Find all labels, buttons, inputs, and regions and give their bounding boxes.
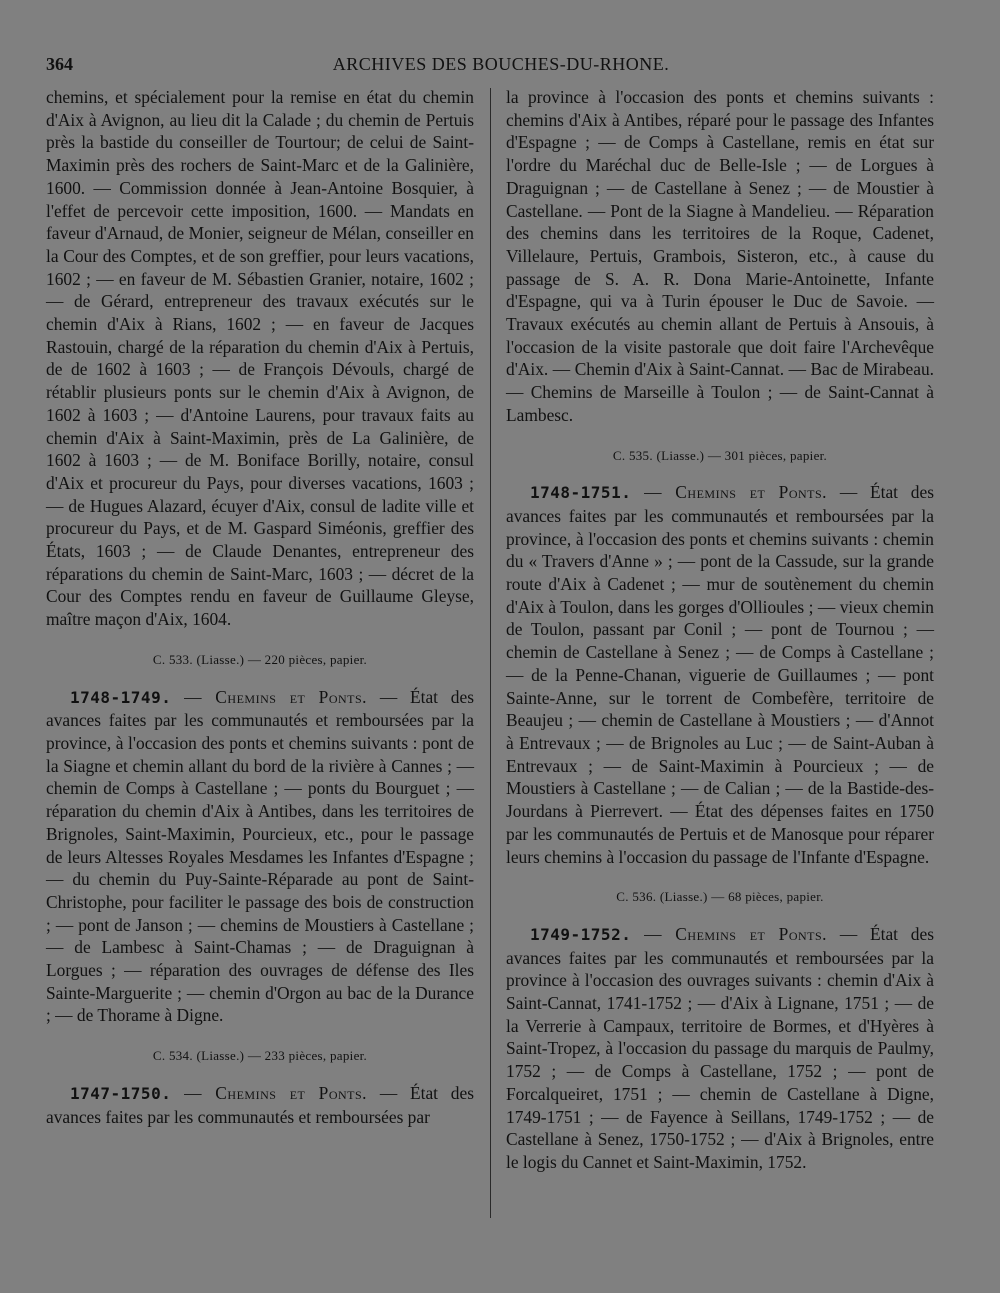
page-number: 364 bbox=[46, 54, 73, 74]
entry-rubric: — Chemins et Ponts. bbox=[644, 482, 828, 503]
continuation-paragraph: la province à l'occasion des ponts et chemins suivants : chemins d'Aix à Antibes, réparé pour le passage des Infantes d'Espagne ; — de Comps à Castellane, remis en état sur l'ordre du Maréchal duc de Belle-Isle ; — de Lorgues à Draguignan ; — de Castellane à Senez ; — de Moustier à Castellane. — Pont de la Siagne à Mandelieu. — Réparation des chemins dans les territoires de la Roque, Cadenet, Villelaure, Pertuis, Grambois, Sisteron, etc., à cause du passage de S. A. R. Dona Marie-Antoinette, Infante d'Espagne, qui va à Turin épouser le Duc de Savoie. — Travaux exécutés au chemin allant de Pertuis à Ansouis, à l'occasion de la visite pastorale que doit faire l'Archevêque d'Aix. — Chemin d'Aix à Saint-Cannat. — Bac de Mirabeau. — Chemins de Marseille à Toulon ; — de Saint-Cannat à Lambesc. bbox=[506, 87, 934, 425]
column-divider bbox=[490, 88, 491, 1218]
entry-dates: 1748-1749. bbox=[70, 687, 172, 707]
continuation-paragraph: chemins, et spécialement pour la remise en état du chemin d'Aix à Avignon, au lieu dit la Calade ; du chemin de Pertuis près la bastide du conseiller de Tourtour; de celui de Saint-Maximin près des rochers de Saint-Marc et de la Galinière, 1600. — Commission donnée à Jean-Antoine Bosquier, à l'effet de percevoir cette imposition, 1600. — Mandats en faveur d'Arnaud, de Monier, seigneur de Mélan, conseiller en la Cour des Comptes, et de son greffier, pour leurs vacations, 1602 ; — en faveur de M. Sébastien Granier, notaire, 1602 ; — de Gérard, entrepreneur des travaux exécutés sur le chemin d'Aix à Rians, 1602 ; — en faveur de Jacques Rastouin, chargé de la réparation du chemin d'Aix à Pertuis, de de 1602 à 1603 ; — de François Dévouls, chargé de rétablir plusieurs ponts sur le chemin d'Aix à Avignon, de 1602 à 1603 ; — d'Antoine Laurens, pour travaux faits au chemin d'Aix à Saint-Maximin, près de La Galinière, de 1602 à 1603 ; — de M. Boniface Borilly, notaire, consul d'Aix et procureur du Pays, pour diverses vacations, 1603 ; — de Hugues Alazard, écuyer d'Aix, consul de ladite ville et procureur du Pays, et de M. Gaspard Siméonis, greffier des États, 1603 ; — de Claude Denantes, entrepreneur des réparations du chemin de Saint-Marc, 1603 ; — décret de la Cour des Comptes rendu en faveur de Guillaume Gleyse, maître maçon d'Aix, 1604. bbox=[46, 87, 474, 630]
left-column bbox=[46, 86, 474, 1128]
page-header bbox=[46, 54, 956, 82]
entry-text: — État des avances faites par les communautés et remboursées par la province à l'occasion des ouvrages suivants : chemin d'Aix à Saint-Cannat, 1741-1752 ; — d'Aix à Lignane, 1751 ; — de la Verrerie à Campaux, territoire de Bormes, et d'Hyères à Saint-Tropez, à l'occasion du passage du marquis de Paulmy, 1752 ; — de Comps à Castellane, 1752 ; — pont de Forcalqueiret, 1751 ; — chemin de Castellane à Digne, 1749-1751 ; — de Fayence à Seillans, 1749-1752 ; — de Castellane à Senez, 1750-1752 ; — d'Aix à Brignoles, entre le logis du Cannet et Saint-Maximin, 1752. bbox=[506, 923, 934, 1172]
archive-reference-c534: C. 534. (Liasse.) — 233 pièces, papier. bbox=[152, 1048, 368, 1064]
entry-c536 bbox=[506, 923, 934, 1174]
entry-c533 bbox=[46, 686, 474, 1028]
entry-dates: 1747-1750. bbox=[70, 1083, 172, 1103]
entry-text: — État des avances faites par les communautés et remboursées par la province, à l'occasion des ponts et chemins suivants : chemin du « Travers d'Anne » ; — pont de la Cassude, sur la grande route d'Aix à Cadenet ; — mur de soutènement du chemin d'Aix à Toulon, dans les gorges d'Ollioules ; — vieux chemin de Toulon, passant par Conil ; — pont de Tournou ; — chemin de Castellane à Senez ; — de Comps à Castellane ; — de la Penne-Chanan, viguerie de Guillaumes ; — pont Sainte-Anne, sur le torrent de Combefère, territoire de Beaujeu ; — chemin de Castellane à Moustiers ; — d'Annot à Entrevaux ; — de Brignoles au Luc ; — de Saint-Auban à Entrevaux ; — de Saint-Maximin à Pourcieux ; — de Moustiers à Castellane ; — de Calian ; — de la Bastide-des-Jourdans à Pierrevert. — État des dépenses faites en 1750 par les communautés de Pertuis et de Manosque pour réparer leurs chemins à l'occasion du passage de l'Infante d'Espagne. bbox=[506, 482, 934, 867]
entry-text: — État des avances faites par les communautés et remboursées par bbox=[46, 1082, 474, 1127]
archive-reference-c535: C. 535. (Liasse.) — 301 pièces, papier. bbox=[612, 447, 828, 463]
running-title: ARCHIVES DES BOUCHES-DU-RHONE. bbox=[332, 54, 670, 74]
entry-dates: 1749-1752. bbox=[530, 924, 632, 944]
archive-reference-c536: C. 536. (Liasse.) — 68 pièces, papier. bbox=[616, 889, 824, 905]
entry-dates: 1748-1751. bbox=[530, 483, 632, 503]
entry-c535 bbox=[506, 481, 934, 868]
entry-c534 bbox=[46, 1082, 474, 1128]
entry-text: — État des avances faites par les communautés et remboursées par la province, à l'occasion des ponts et chemins suivants : pont de la Siagne et chemin allant du bord de la rivière à Cannes ; — chemin de Comps à Castellane ; — ponts du Bourguet ; — réparation du chemin d'Aix à Antibes, dans les territoires de Brignoles, Saint-Maximin, Pourcieux, etc., pour le passage de leurs Altesses Royales Mesdames les Infantes d'Espagne ; — du chemin du Puy-Sainte-Réparade au pont de Saint-Christophe, pour faciliter le passage des bois de construction ; — pont de Janson ; — chemins de Moustiers à Castellane ; — de Lambesc à Saint-Chamas ; — de Draguignan à Lorgues ; — réparation des ouvrages de défense des Iles Sainte-Marguerite ; — chemin d'Orgon au bac de la Durance ; — de Thorame à Digne. bbox=[46, 686, 474, 1026]
entry-rubric: — Chemins et Ponts. bbox=[184, 686, 368, 707]
archive-reference-c533: C. 533. (Liasse.) — 220 pièces, papier. bbox=[152, 651, 368, 667]
entry-rubric: — Chemins et Ponts. bbox=[644, 923, 828, 944]
entry-rubric: — Chemins et Ponts. bbox=[184, 1082, 368, 1103]
right-column bbox=[506, 86, 934, 1174]
